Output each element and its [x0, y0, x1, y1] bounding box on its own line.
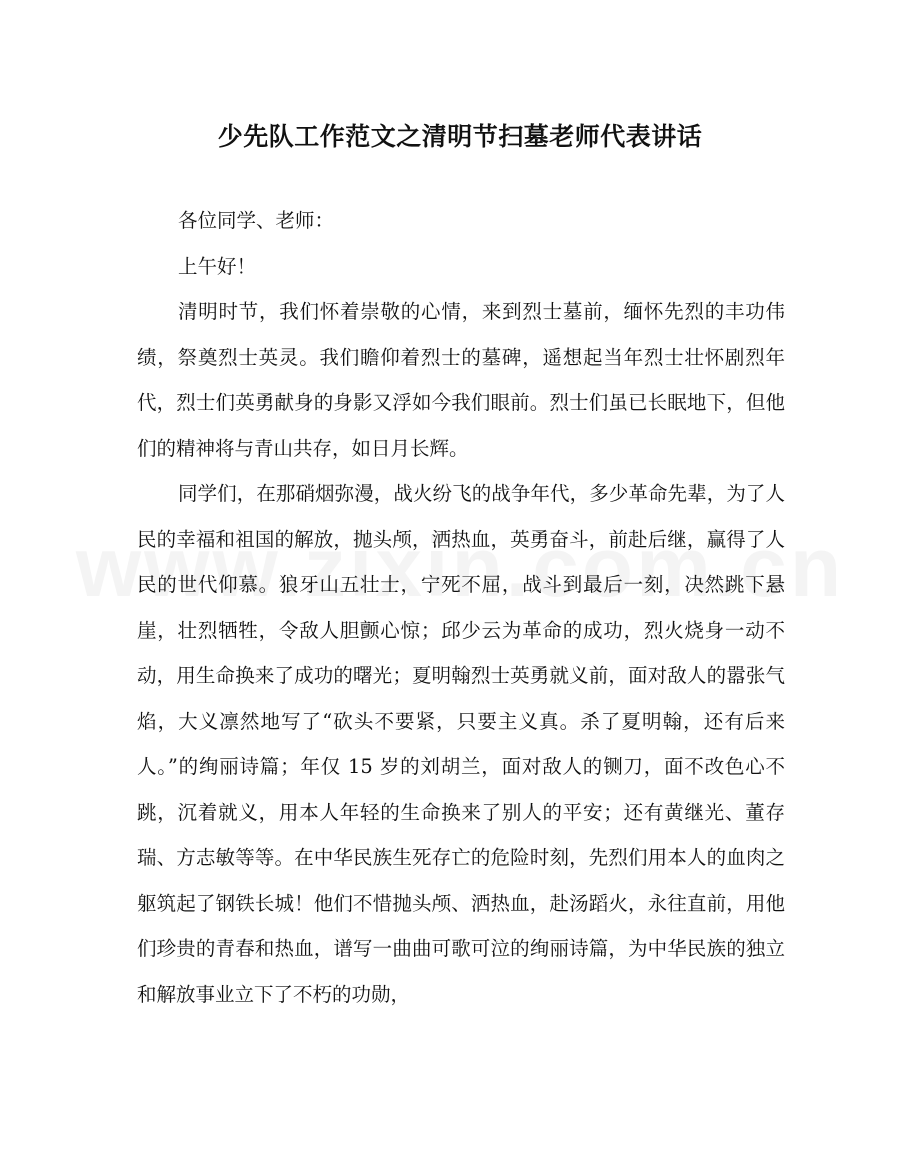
paragraph: 同学们，在那硝烟弥漫，战火纷飞的战争年代，多少革命先辈，为了人民的幸福和祖国的解放，抛头颅，洒热血，英勇奋斗，前赴后继，赢得了人民的世代仰慕。狼牙山五壮士，宁死不屈，战斗到最后一刻，决然跳下悬崖，壮烈牺牲，令敌人胆颤心惊；邱少云为革命的成功，烈火烧身一动不动，用生命换来了成功的曙光；夏明翰烈士英勇就义前，面对敌人的嚣张气焰，大义凛然地写了“砍头不要紧，只要主义真。杀了夏明翰，还有后来人。”的绚丽诗篇；年仅 15 岁的刘胡兰，面对敌人的铡刀，面不改色心不跳，沉着就义，用本人年轻的生命换来了别人的平安；还有黄继光、董存瑞、方志敏等等。在中华民族生死存亡的危险时刻，先烈们用本人的血肉之躯筑起了钢铁长城！他们不惜抛头颅、洒热血，赴汤蹈火，永往直前，用他们珍贵的青春和热血，谱写一曲曲可歌可泣的绚丽诗篇，为中华民族的独立和解放事业立下了不朽的功勋， — [137, 482, 785, 1006]
document-title: 少先队工作范文之清明节扫墓老师代表讲话 — [217, 122, 703, 151]
paragraph: 清明时节，我们怀着崇敬的心情，来到烈士墓前，缅怀先烈的丰功伟绩，祭奠烈士英灵。我们瞻仰着烈士的墓碑，遥想起当年烈士壮怀剧烈年代，烈士们英勇献身的身影又浮如今我们眼前。烈士们虽已长眠地下，但他们的精神将与青山共存，如日月长辉。 — [137, 300, 785, 460]
document-body — [137, 198, 785, 1017]
salutation: 各位同学、老师： — [177, 209, 334, 232]
greeting: 上午好！ — [177, 254, 256, 278]
